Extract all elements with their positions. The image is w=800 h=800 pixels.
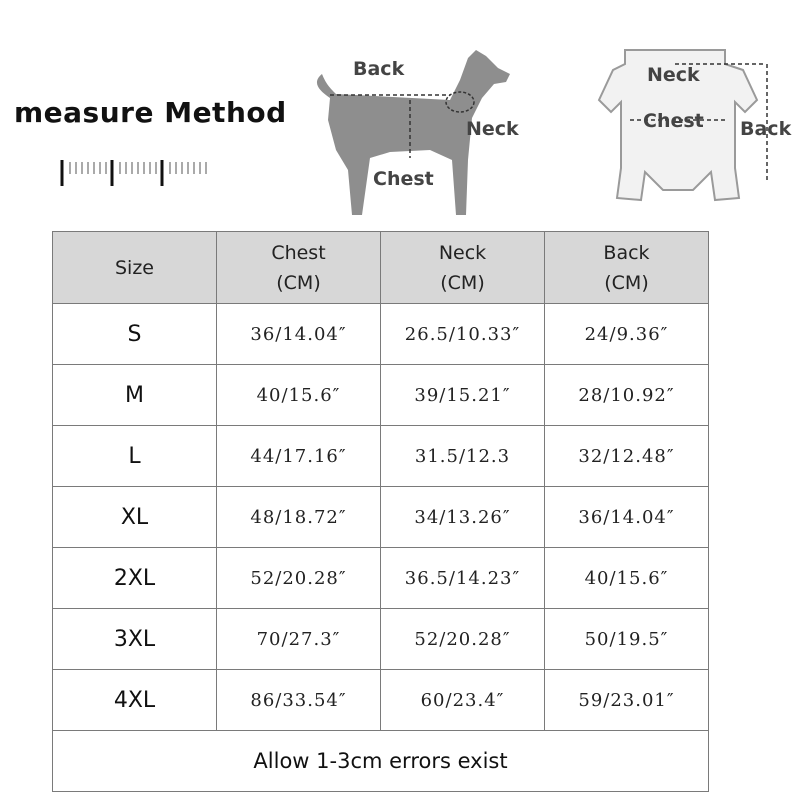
footer-note: Allow 1-3cm errors exist: [53, 731, 709, 792]
back-cell: 36/14.04″: [545, 487, 709, 548]
neck-cell: 60/23.4″: [381, 670, 545, 731]
size-cell: XL: [53, 487, 217, 548]
size-cell: 3XL: [53, 609, 217, 670]
table-row: [53, 304, 709, 365]
header-chest: Chest (CM): [217, 232, 381, 304]
page-title: measure Method: [14, 96, 287, 129]
table-row: [53, 548, 709, 609]
header-size: Size: [53, 232, 217, 304]
neck-cell: 52/20.28″: [381, 609, 545, 670]
size-cell: L: [53, 426, 217, 487]
size-cell: M: [53, 365, 217, 426]
table-row: [53, 670, 709, 731]
neck-cell: 36.5/14.23″: [381, 548, 545, 609]
header-back: Back (CM): [545, 232, 709, 304]
table-row: [53, 426, 709, 487]
chest-cell: 70/27.3″: [217, 609, 381, 670]
chest-cell: 40/15.6″: [217, 365, 381, 426]
size-cell: 4XL: [53, 670, 217, 731]
table-header-row: [53, 232, 709, 304]
back-cell: 59/23.01″: [545, 670, 709, 731]
header-neck: Neck (CM): [381, 232, 545, 304]
chest-cell: 86/33.54″: [217, 670, 381, 731]
chest-cell: 48/18.72″: [217, 487, 381, 548]
table-footer-row: [53, 731, 709, 792]
ruler-icon: [60, 158, 210, 188]
size-chart-table: [52, 231, 709, 792]
neck-cell: 34/13.26″: [381, 487, 545, 548]
dog-chest-label: Chest: [373, 168, 434, 190]
dog-neck-label: Neck: [466, 118, 519, 140]
size-cell: S: [53, 304, 217, 365]
neck-cell: 39/15.21″: [381, 365, 545, 426]
table-row: [53, 609, 709, 670]
back-cell: 28/10.92″: [545, 365, 709, 426]
chest-cell: 52/20.28″: [217, 548, 381, 609]
back-cell: 24/9.36″: [545, 304, 709, 365]
table-row: [53, 365, 709, 426]
table-row: [53, 487, 709, 548]
back-cell: 50/19.5″: [545, 609, 709, 670]
shirt-back-label: Back: [740, 118, 792, 140]
dog-back-label: Back: [353, 58, 405, 80]
chest-cell: 44/17.16″: [217, 426, 381, 487]
chest-cell: 36/14.04″: [217, 304, 381, 365]
neck-cell: 31.5/12.3: [381, 426, 545, 487]
back-cell: 40/15.6″: [545, 548, 709, 609]
neck-cell: 26.5/10.33″: [381, 304, 545, 365]
shirt-chest-label: Chest: [643, 110, 704, 132]
back-cell: 32/12.48″: [545, 426, 709, 487]
size-cell: 2XL: [53, 548, 217, 609]
shirt-neck-label: Neck: [647, 64, 700, 86]
